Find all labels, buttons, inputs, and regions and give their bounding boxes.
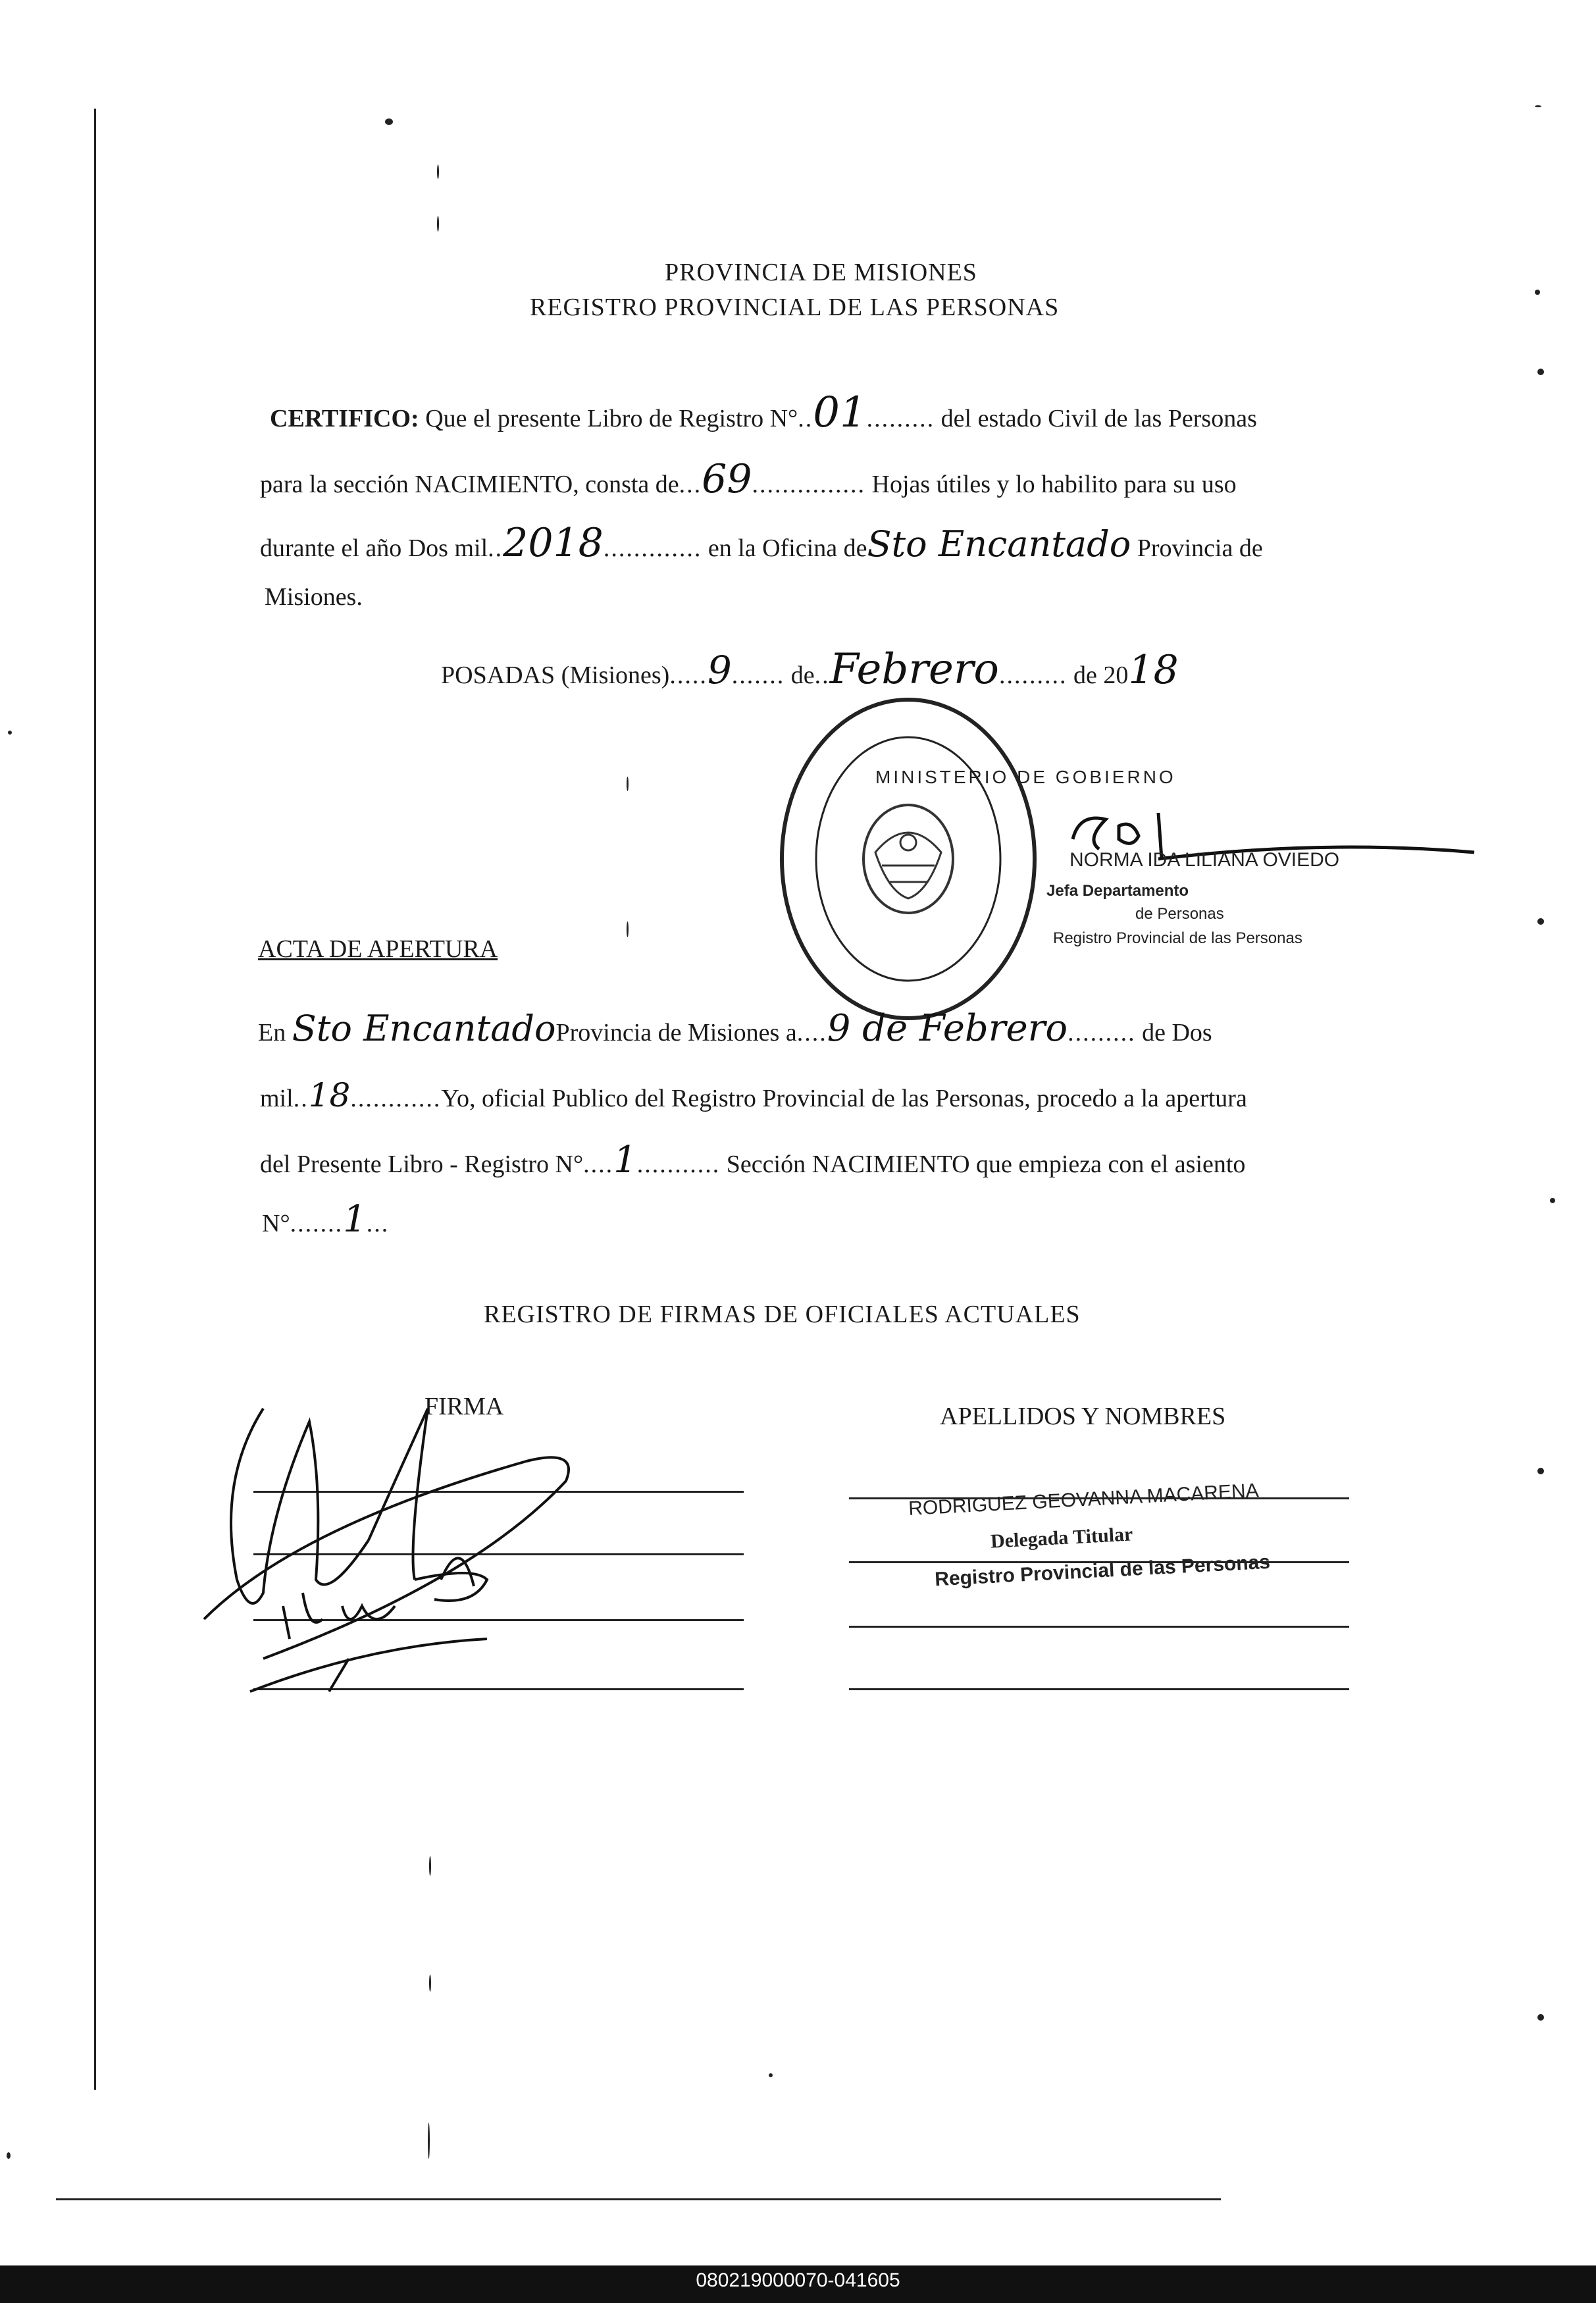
delegate-stamp-name: RODRIGUEZ GEOVANNA MACARENA — [908, 1480, 1260, 1520]
official-name: NORMA IDA LILIANA OVIEDO — [1069, 849, 1340, 871]
official-line-1: Jefa Departamento — [1046, 882, 1189, 900]
certificate-text: Provincia de — [1137, 534, 1263, 562]
scan-speck — [1537, 2014, 1544, 2021]
official-line-3: Registro Provincial de las Personas — [1053, 929, 1302, 947]
scan-speck — [7, 2152, 11, 2159]
certificate-text: en la Oficina de — [708, 534, 867, 562]
acta-date-handwritten: 9 de Febrero — [827, 1007, 1068, 1050]
acta-text: Sección — [726, 1151, 806, 1178]
scan-speck — [627, 921, 629, 937]
scan-speck — [437, 216, 439, 232]
acta-text: En — [258, 1019, 286, 1047]
certificate-text: durante el año Dos mil — [260, 534, 488, 562]
section-name: NACIMIENTO, — [415, 471, 579, 498]
names-column-header: APELLIDOS Y NOMBRES — [940, 1403, 1226, 1430]
year-prefix: de 20 — [1073, 661, 1129, 689]
margin-rule — [94, 109, 96, 2090]
certificate-text: consta de — [585, 471, 679, 498]
pages-handwritten: 69 — [702, 456, 752, 502]
scan-speck — [429, 1975, 431, 1992]
acta-place-handwritten: Sto Encantado — [292, 1008, 556, 1049]
certificate-date-line: POSADAS (Misiones).....9....... de..Febrero......... de 2018 — [441, 645, 1179, 694]
month-handwritten: Febrero — [829, 645, 999, 694]
acta-text: N° — [262, 1210, 290, 1237]
year-suffix-handwritten: 18 — [1128, 647, 1179, 693]
acta-section: NACIMIENTO — [811, 1151, 970, 1178]
firma-column-header: FIRMA — [425, 1393, 504, 1420]
scan-speck — [1535, 290, 1540, 295]
seal-graphic — [777, 694, 1040, 1023]
document-id: 080219000070-041605 — [696, 2269, 900, 2291]
acta-text: Provincia de Misiones a — [555, 1019, 797, 1047]
scan-speck — [385, 118, 393, 125]
scan-speck — [627, 777, 629, 791]
certifico-label: CERTIFICO: — [270, 405, 419, 432]
scan-speck — [8, 731, 12, 735]
bottom-rule — [56, 2198, 1221, 2200]
certificate-text: del estado Civil de las Personas — [940, 405, 1257, 432]
scan-speck — [1537, 1468, 1544, 1474]
acta-text: Yo, oficial Publico del Registro Provincial de las Personas, procedo a la apertura — [441, 1085, 1247, 1112]
name-line — [849, 1626, 1349, 1628]
officer-signature — [197, 1382, 592, 1724]
scan-speck — [1535, 105, 1541, 107]
de-text: de — [790, 661, 815, 689]
acta-text: de Dos — [1142, 1019, 1212, 1047]
acta-text: que empieza con el asiento — [976, 1151, 1246, 1178]
acta-text: mil — [260, 1085, 294, 1112]
certificate-line-1: CERTIFICO: Que el presente Libro de Registro N°..01......... del estado Civil de las Personas — [270, 388, 1257, 437]
acta-title: ACTA DE APERTURA — [258, 935, 498, 963]
scan-speck — [1550, 1198, 1555, 1203]
scan-speck — [769, 2073, 773, 2077]
acta-entry-handwritten: 1 — [343, 1198, 367, 1241]
scan-speck — [437, 165, 439, 179]
acta-line-4: N°.......1... — [262, 1198, 390, 1241]
registry-heading: REGISTRO PROVINCIAL DE LAS PERSONAS — [530, 294, 1060, 321]
province-heading: PROVINCIA DE MISIONES — [665, 259, 977, 286]
scan-speck — [428, 2123, 430, 2159]
scan-speck — [1537, 369, 1544, 375]
scan-speck — [1537, 918, 1544, 925]
name-line — [849, 1688, 1349, 1690]
scan-speck — [429, 1856, 431, 1876]
certificate-line-3: durante el año Dos mil..2018............. en la Oficina deSto Encantado Provincia de — [260, 520, 1263, 566]
acta-line-3: del Presente Libro - Registro N°....1........... Sección NACIMIENTO que empieza con el asiento — [260, 1139, 1246, 1181]
officer-signature-strokes — [197, 1382, 592, 1724]
certificate-text: Hojas útiles y lo habilito para su uso — [871, 471, 1237, 498]
book-number-handwritten: 01 — [813, 388, 867, 437]
acta-year-handwritten: 18 — [308, 1076, 351, 1114]
place-text: POSADAS (Misiones) — [441, 661, 670, 689]
acta-book-handwritten: 1 — [613, 1139, 637, 1181]
acta-line-1: En Sto EncantadoProvincia de Misiones a....9 de Febrero......... de Dos — [258, 1007, 1212, 1050]
acta-text: del Presente Libro - Registro N° — [260, 1151, 584, 1178]
acta-line-2: mil..18............Yo, oficial Publico del Registro Provincial de las Personas, procedo a la apertura — [260, 1076, 1247, 1114]
delegate-stamp-role: Delegada Titular — [990, 1523, 1134, 1553]
certificate-text: para la sección — [260, 471, 409, 498]
seal-inner-text: MINISTERIO DE GOBIERNO — [875, 767, 1176, 787]
certificate-text: Que el presente Libro de Registro N° — [425, 405, 798, 432]
official-line-2: de Personas — [1135, 905, 1224, 923]
day-handwritten: 9 — [707, 648, 732, 692]
year-handwritten: 2018 — [503, 520, 604, 566]
signatures-title: REGISTRO DE FIRMAS DE OFICIALES ACTUALES — [484, 1301, 1081, 1328]
certificate-line-4: Misiones. — [265, 583, 363, 611]
office-handwritten: Sto Encantado — [867, 523, 1131, 565]
certificate-line-2: para la sección NACIMIENTO, consta de...69............... Hojas útiles y lo habilito para su uso — [260, 456, 1237, 502]
delegate-stamp-org: Registro Provincial de las Personas — [934, 1551, 1271, 1591]
